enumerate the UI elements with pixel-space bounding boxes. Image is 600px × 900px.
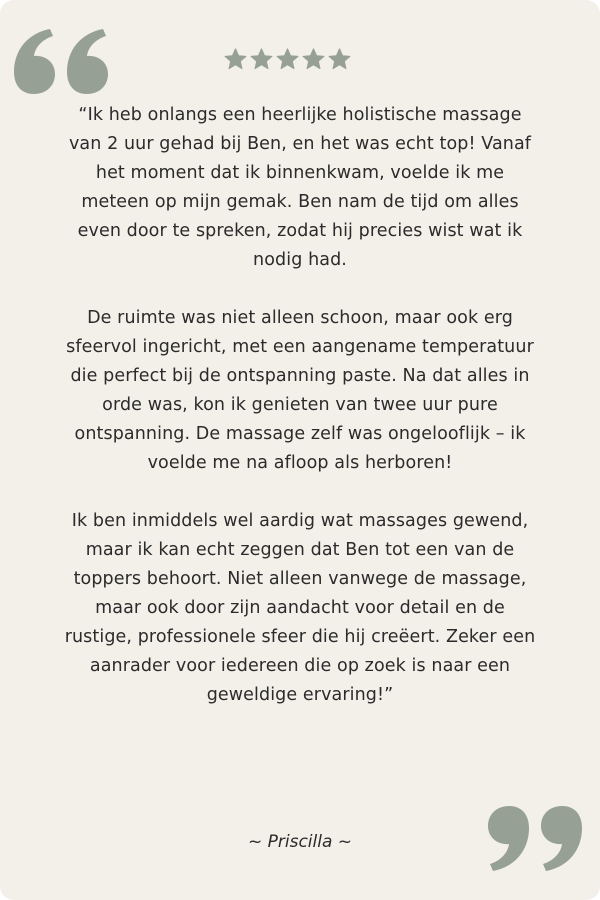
review-paragraph: Ik ben inmiddels wel aardig wat massages gewend, maar ik kan echt zeggen dat Ben tot een van de toppers behoort. Niet alleen vanwege de massage, maar ook door zijn aandacht voor detail en de rustige, professionele sfeer die hij creëert. Zeker een aanrader voor iedereen die op zoek is naar een geweldige ervaring!” [64,511,536,705]
star-icon [275,47,300,72]
review-paragraph: De ruimte was niet alleen schoon, maar ook erg sfeervol ingericht, met een aangename temperatuur die perfect bij de ontspanning paste. Na dat alles in orde was, kon ik genieten van twee uur pure ontspanning. De massage zelf was ongelooflijk – ik voelde me na afloop als herboren! [66,308,534,473]
star-icon [223,47,248,72]
star-rating [223,47,353,73]
review-paragraph: “Ik heb onlangs een heerlijke holistische massage van 2 uur gehad bij Ben, en het was echt top! Vanaf het moment dat ik binnenkwam, voelde ik me meteen op mijn gemak. Ben nam de tijd om alles even door te spreken, zodat hij precies wist wat ik nodig had. [68,105,532,270]
open-quote-icon [12,26,110,94]
star-icon [327,47,352,72]
close-quote-icon [486,806,584,874]
review-text [62,101,538,710]
star-icon [301,47,326,72]
review-author: ~ Priscilla ~ [247,832,353,852]
star-icon [249,47,274,72]
